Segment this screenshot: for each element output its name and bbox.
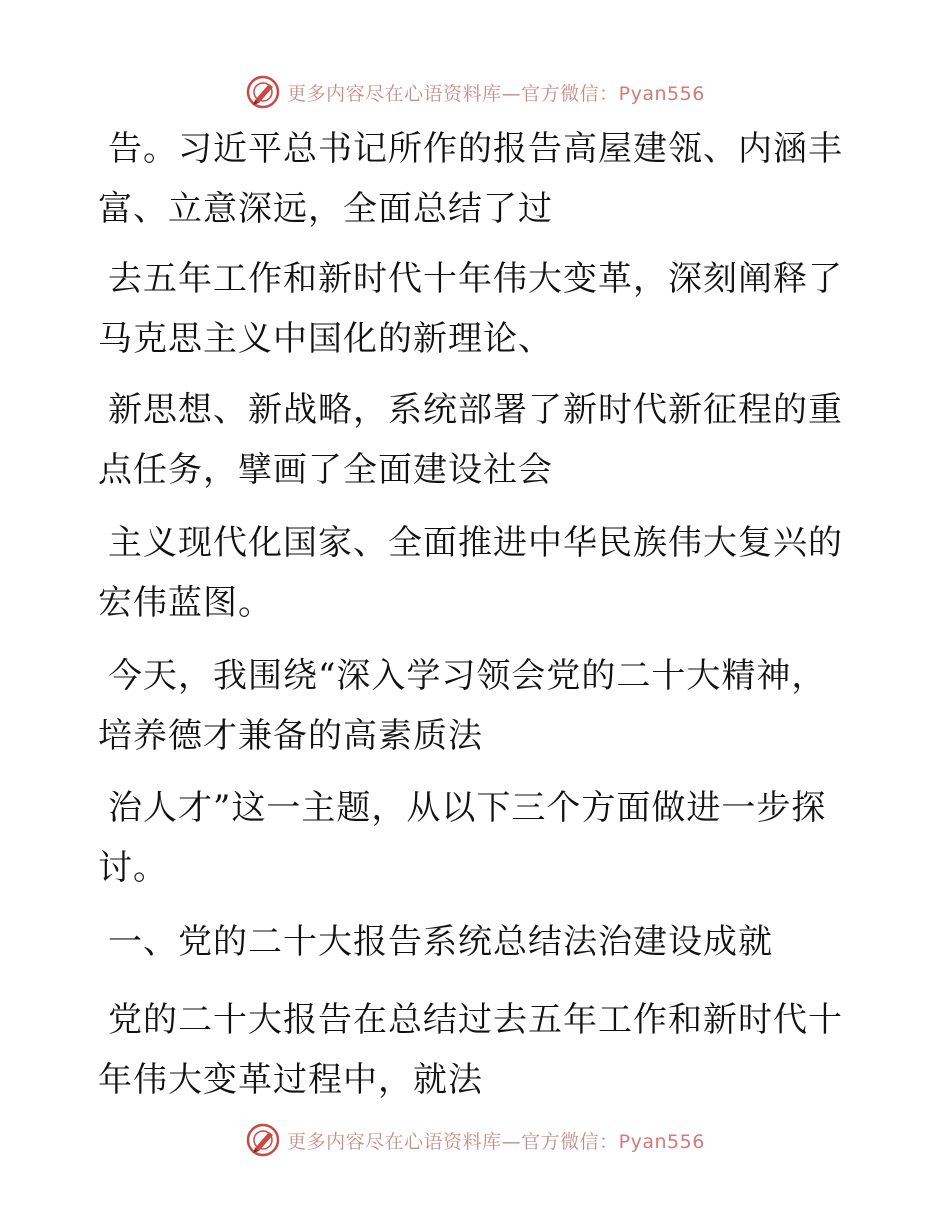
paragraph: [98, 249, 843, 369]
watermark-text: 更多内容尽在心语资料库—官方微信：Pyan556: [287, 82, 705, 105]
text-line: 年伟大变革过程中，就法: [98, 1060, 483, 1100]
text-line: 宏伟蓝图。: [98, 583, 273, 623]
paragraph: [98, 119, 843, 239]
header-watermark: [0, 72, 950, 112]
text-line: 富、立意深远，全面总结了过: [98, 189, 553, 229]
text-line: 马克思主义中国化的新理论、: [98, 319, 553, 359]
paragraph: [98, 990, 843, 1110]
text-line: 点任务，擘画了全面建设社会: [98, 450, 553, 490]
footer-watermark: [0, 1120, 950, 1160]
text-line: 党的二十大报告在总结过去五年工作和新时代十: [108, 1000, 843, 1040]
watermark-text: 更多内容尽在心语资料库—官方微信：Pyan556: [287, 1130, 705, 1153]
text-line: 告。习近平总书记所作的报告高屋建瓴、内涵丰: [108, 129, 843, 169]
section-heading: [98, 912, 838, 972]
text-line: 讨。: [98, 848, 168, 888]
pen-logo-icon: [245, 1122, 281, 1158]
pen-logo-icon: [245, 74, 281, 110]
paragraph: [98, 513, 843, 633]
text-line: 去五年工作和新时代十年伟大变革，深刻阐释了: [108, 259, 843, 299]
paragraph: [98, 778, 838, 898]
text-line: 主义现代化国家、全面推进中华民族伟大复兴的: [108, 523, 843, 563]
text-line: 培养德才兼备的高素质法: [98, 716, 483, 756]
text-line: 新思想、新战略，系统部署了新时代新征程的重: [108, 390, 843, 430]
text-line: 治人才”这一主题，从以下三个方面做进一步探: [108, 788, 827, 828]
paragraph: [98, 380, 843, 500]
paragraph: [98, 646, 838, 766]
text-line: 今天，我围绕“深入学习领会党的二十大精神，: [108, 656, 827, 696]
text-line: 一、党的二十大报告系统总结法治建设成就: [108, 922, 773, 962]
